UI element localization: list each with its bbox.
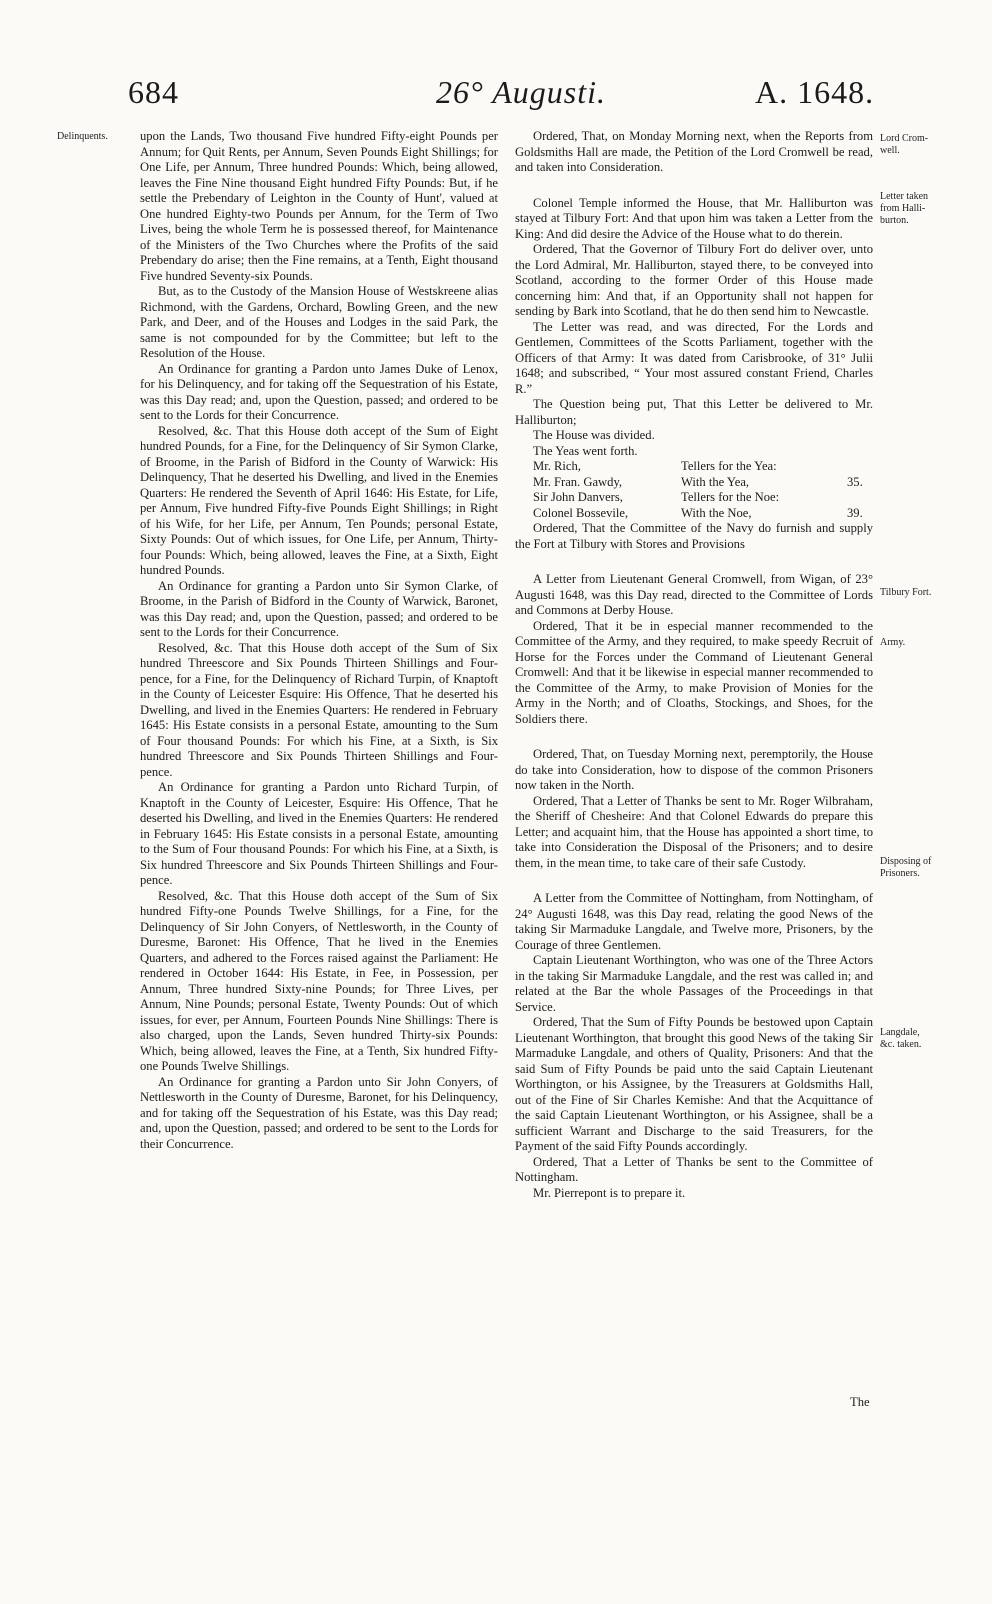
paragraph: An Ordinance for granting a Pardon unto Sir John Conyers, of Nettlesworth in the County of Duresme, Baronet, for his Delinquency, and for taking off the Sequestration of his Estate, was this Day read; and, upon the Question, passed; and ordered to be sent to the Lords for their Concurrence. bbox=[140, 1074, 498, 1151]
teller-row bbox=[533, 459, 863, 475]
teller-name: Mr. Rich, bbox=[533, 459, 581, 473]
paragraph: Ordered, That a Letter of Thanks be sent to the Committee of Nottingham. bbox=[515, 1154, 873, 1184]
section-gap bbox=[515, 176, 873, 196]
margin-note-langdale-2: &c. taken. bbox=[880, 1039, 922, 1050]
paragraph: The Letter was read, and was directed, For the Lords and Gentlemen, Committees of the Scotts Parliament, together with the Officers of that Army: It was dated from Carisbrooke, of 31° Julii 1648; and subscribed, “ Your most assured constant Friend, Charles R.” bbox=[515, 319, 873, 396]
paragraph: Ordered, That the Sum of Fifty Pounds be bestowed upon Captain Lieutenant Worthington, that brought this good News of the taking Sir Marmaduke Langdale, and others of Quality, Prisoners: And that the said Sum of Fifty Pounds be paid unto the said Captain Lieutenant Worthington, or his Assignee, by the Treasurers at Goldsmiths Hall, out of the Fine of Sir Charles Kemishe: And that the Acquittance of the said Captain Lieutenant Worthington, or his Assignee, shall be a sufficient Warrant and Discharge to the said Treasurers, for the Payment of the said Fifty Pounds accordingly. bbox=[515, 1015, 873, 1153]
paragraph: An Ordinance for granting a Pardon unto James Duke of Lenox, for his Delinquency, and for taking off the Sequestration of his Estate, was this Day read; and, upon the Question, passed; and ordered to be sent to the Lords for their Concurrence. bbox=[140, 361, 498, 422]
page-header bbox=[0, 72, 992, 122]
teller-role: Tellers for the Noe: bbox=[681, 490, 780, 504]
margin-note-army: Army. bbox=[880, 637, 906, 648]
section-gap bbox=[515, 727, 873, 747]
paragraph: upon the Lands, Two thousand Five hundred Fifty-eight Pounds per Annum; for Quit Rents, per Annum, Seven Pounds Eight Shillings; for One Life, per Annum, Three hundred Pounds: Which, being allowed, leaves the Fine Nine thousand Eight hundred Fifty Pounds: But, if he settle the Prebendary of Leighton in the County of Hunt', valued at One hundred Eighty-two Pounds per Annum, for the Term of Two Lives, being the whole Term he is possessed thereof, for Maintenance of the Ministers of the Two Churches where the Profits of the said Prebendary do arise; then the Fine remains, at a Tenth, Eight thousand Five hundred Seventy-six Pounds. bbox=[140, 129, 498, 283]
paragraph: Captain Lieutenant Worthington, who was one of the Three Actors in the taking Sir Marmaduke Langdale, and the rest was called in; and related at the Bar the whole Passages of the Proceedings in that Service. bbox=[515, 953, 873, 1014]
paragraph: The Question being put, That this Letter be delivered to Mr. Halliburton; bbox=[515, 397, 873, 427]
page-number: 684 bbox=[128, 74, 179, 110]
margin-note-letter-taken-3: burton. bbox=[880, 215, 909, 226]
paragraph: Ordered, That a Letter of Thanks be sent to Mr. Roger Wilbraham, the Sheriff of Chesheire: And that Colonel Edwards do prepare this Letter; and acquaint him, that the House has appointed a short time, to take into Consideration the Disposal of the Prisoners; and to desire them, in the mean time, to take care of their safe Custody. bbox=[515, 793, 873, 870]
paragraph: An Ordinance for granting a Pardon unto Sir Symon Clarke, of Broome, in the Parish of Bidford in the County of Warwick, Baronet, was this Day read; and, upon the Question, passed; and ordered to be sent to the Lords for their Concurrence. bbox=[140, 578, 498, 639]
margin-note-lord-cromwell-1: Lord Crom- bbox=[880, 133, 929, 144]
paragraph: Ordered, That, on Monday Morning next, when the Reports from Goldsmiths Hall are made, the Petition of the Lord Cromwell be read, and taken into Consideration. bbox=[515, 129, 873, 174]
paragraph: A Letter from Lieutenant General Cromwell, from Wigan, of 23° Augusti 1648, was this Day read, directed to the Committee of Lords and Commons at Derby House. bbox=[515, 572, 873, 617]
teller-role: Tellers for the Yea: bbox=[681, 459, 777, 473]
teller-count bbox=[841, 459, 863, 475]
paragraph: Resolved, &c. That this House doth accept of the Sum of Six hundred Threescore and Six Pounds Thirteen Shillings and Four-pence, for a Fine, for the Delinquency of Richard Turpin, of Knaptoft in the County of Leicester Esquire: His Offence, That he deserted his Dwelling, and lived in the Enemies Quarters: He rendered in February 1645: His Estate consists in a personal Estate, amounting to the Sum of Four thousand Pounds: For which his Fine, at a Sixth, is Six hundred Threescore and Six Pounds Thirteen Shillings and Four-pence. bbox=[140, 640, 498, 779]
teller-count: 35. bbox=[847, 474, 863, 489]
margin-note-langdale-1: Langdale, bbox=[880, 1027, 920, 1038]
paragraph: Colonel Temple informed the House, that Mr. Halliburton was stayed at Tilbury Fort: And that upon him was taken a Letter from the King: And did desire the Advice of the House what to do therein. bbox=[515, 195, 873, 241]
margin-note-disposing-2: Prisoners. bbox=[880, 868, 920, 879]
tellers-table bbox=[533, 459, 863, 521]
section-gap bbox=[515, 552, 873, 572]
teller-count bbox=[841, 490, 863, 506]
paragraph: A Letter from the Committee of Nottingham, from Nottingham, of 24° Augusti 1648, was this Day read, relating the good News of the taking Sir Marmaduke Langdale, and Twelve more, Prisoners, by the Courage of three Gentlemen. bbox=[515, 891, 873, 952]
margin-note-tilbury-fort: Tilbury Fort. bbox=[880, 587, 932, 598]
page-date-heading: 26° Augusti. bbox=[436, 74, 606, 110]
teller-role: With the Yea, bbox=[681, 474, 750, 489]
teller-name: Sir John Danvers, bbox=[533, 490, 623, 504]
division-line: The House was divided. bbox=[533, 428, 655, 442]
page-year-heading: A. 1648. bbox=[755, 74, 875, 110]
margin-note-lord-cromwell-2: well. bbox=[880, 145, 900, 156]
paragraph: Resolved, &c. That this House doth accept of the Sum of Eight hundred Pounds, for a Fine, for the Delinquency of Sir Symon Clarke, of Broome, in the Parish of Bidford in the County of Warwick: His Delinquency, That he deserted his Dwelling, and lived in the Enemies Quarters: He rendered the Seventh of April 1646: His Estate, for Life, per Annum, Five hundred Fifty-five Pounds Eight Shillings; in Right of his Wife, for her Life, per Annum, Ten Pounds; personal Estate, Sixty Pounds: Out of which issues, for One Life, per Annum, Thirty-four Pounds: Which, being allowed, leaves the Fine, at a Sixth, Eight hundred Pounds. bbox=[140, 423, 498, 577]
paragraph: Ordered, That the Committee of the Navy do furnish and supply the Fort at Tilbury with Stores and Provisions bbox=[515, 521, 873, 551]
margin-note-letter-taken-2: from Halli- bbox=[880, 203, 926, 214]
paragraph: Ordered, That it be in especial manner recommended to the Committee of the Army, and they required, to make speedy Recruit of Horse for the Forces under the Command of Lieutenant General Cromwell: And that it be likewise in especial manner recommended to the Committee of the Army, to make Provision of Monies for the Army in the North; and of Cloaths, Stockings, and Shoes, for the Soldiers there. bbox=[515, 618, 873, 726]
teller-count: 39. bbox=[847, 505, 863, 520]
paragraph: Resolved, &c. That this House doth accept of the Sum of Six hundred Fifty-one Pounds Twelve Shillings, for a Fine, for the Delinquency of Sir John Conyers, of Nettlesworth, in the County of Duresme, Baronet: His Offence, That he lived in the Enemies Quarters, and adhered to the Forces raised against the Parliament: He rendered in October 1644: His Estate, in Fee, in Possession, per Annum, Three hundred Sixty-nine Pounds; for Three Lives, per Annum, Nine Pounds; personal Estate, Twenty Pounds: Out of which issues, for ever, per Annum, Fourteen Pounds Nine Shillings: There is also charged, upon the Lands, Seven hundred Thirty-six Pounds: Which, being allowed, leaves the Fine, at a Tenth, Six hundred Fifty-one Pounds Twelve Shillings. bbox=[140, 888, 498, 1073]
teller-row bbox=[533, 475, 863, 491]
paragraph: Ordered, That the Governor of Tilbury Fort do deliver over, unto the Lord Admiral, Mr. Halliburton, stayed there, to be conveyed into Scotland, according to the former Order of this House made concerning him: And that, if an Opportunity shall not happen for sending by Bark into Scotland, that he do then send him to Newcastle. bbox=[515, 242, 873, 318]
paragraph: Ordered, That, on Tuesday Morning next, peremptorily, the House do take into Consideration, how to dispose of the common Prisoners now taken in the North. bbox=[515, 747, 873, 792]
division-line: The Yeas went forth. bbox=[533, 443, 638, 458]
margin-note-letter-taken-1: Letter taken bbox=[880, 191, 929, 202]
paragraph: Mr. Pierrepont is to prepare it. bbox=[533, 1185, 686, 1200]
teller-name: Colonel Bossevile, bbox=[533, 505, 629, 520]
section-gap bbox=[515, 871, 873, 891]
right-column bbox=[515, 129, 873, 1201]
teller-name: Mr. Fran. Gawdy, bbox=[533, 474, 623, 489]
teller-row bbox=[533, 506, 863, 522]
paragraph: But, as to the Custody of the Mansion House of Westskreene alias Richmond, with the Gardens, Orchard, Bowling Green, and the new Park, and Deer, and of the Houses and Lodges in the said Park, the same is not compounded for by the Committee; but left to the Resolution of the House. bbox=[140, 284, 498, 360]
teller-row bbox=[533, 490, 863, 506]
teller-role: With the Noe, bbox=[681, 505, 752, 520]
margin-note-delinquents: Delinquents. bbox=[57, 131, 108, 142]
margin-note-disposing-1: Disposing of bbox=[880, 856, 932, 867]
paragraph: An Ordinance for granting a Pardon unto Richard Turpin, of Knaptoft in the County of Leicester, Esquire: His Offence, That he deserted his Dwelling, and lived in the Enemies Quarters: He rendered in February 1645: His Estate consists in a personal Estate, amounting to the Sum of Four thousand Pounds: For which his Fine, at a Sixth, is Six hundred Threescore and Six Pounds Thirteen Shillings and Four-pence. bbox=[140, 780, 498, 887]
catchword: The bbox=[850, 1395, 870, 1409]
left-column bbox=[140, 129, 498, 1152]
